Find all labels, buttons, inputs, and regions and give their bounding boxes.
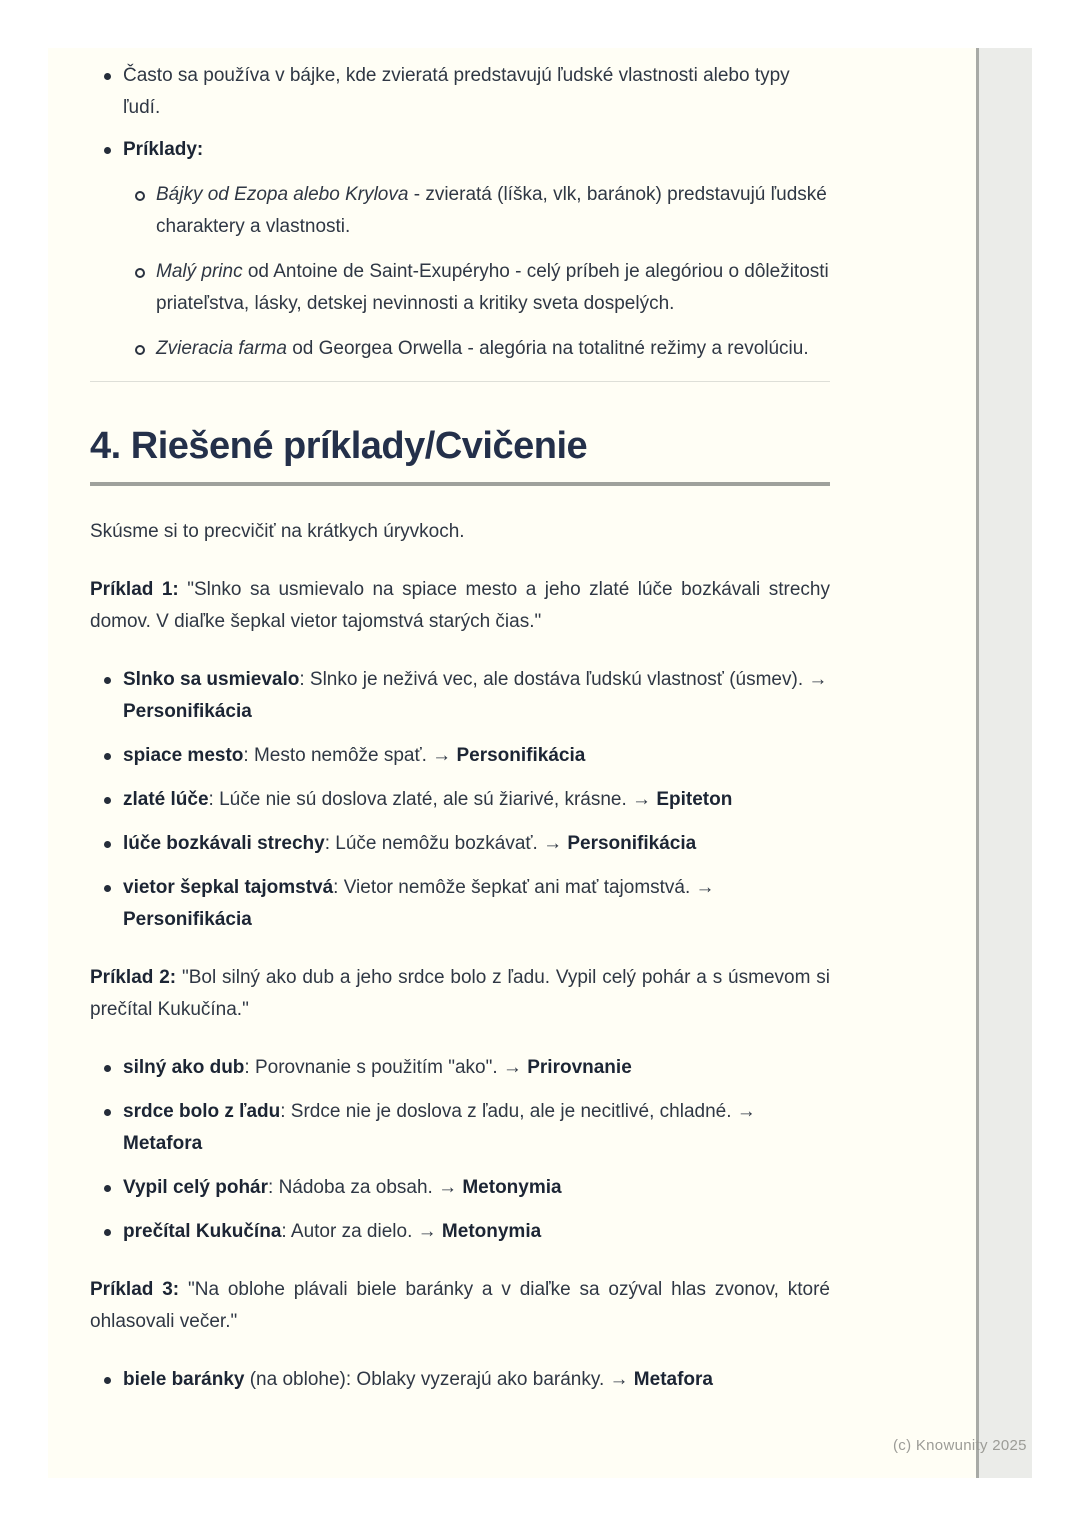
lead-paragraph: Skúsme si to precvičiť na krátkych úryvkoch.: [90, 521, 465, 542]
device-name: Prirovnanie: [527, 1057, 632, 1078]
bullet-text: od Georgea Orwella - alegória na totalitné režimy a revolúciu.: [286, 338, 809, 359]
bullet-text: - zvieratá (líška, vlk, baránok) predstavujú ľudské charaktery a vlastnosti.: [156, 184, 827, 237]
device-name: Metonymia: [441, 1221, 542, 1242]
device-name: Personifikácia: [567, 833, 697, 854]
term: silný ako dub: [123, 1057, 245, 1078]
heading-underline: [90, 482, 830, 486]
list-item: [90, 664, 830, 728]
term: Slnko sa usmievalo: [123, 669, 300, 690]
device-name: Metafora: [123, 1133, 203, 1154]
analysis-list: [90, 1364, 830, 1396]
list-item: [90, 60, 830, 124]
work-title: Zvieracia farma: [156, 338, 287, 359]
device-name: Personifikácia: [123, 701, 252, 722]
example-quote: "Na oblohe plávali biele baránky a v diaľke sa ozýval hlas zvonov, ktoré ohlasovali večer.": [90, 1279, 830, 1332]
term: lúče bozkávali strechy: [123, 833, 325, 854]
example-quote: "Bol silný ako dub a jeho srdce bolo z ľadu. Vypil celý pohár a s úsmevom si prečítal Kukučína.": [90, 967, 830, 1020]
list-item: [90, 740, 830, 772]
list-item: [90, 784, 830, 816]
document-page: [48, 48, 976, 1478]
term: srdce bolo z ľadu: [123, 1101, 281, 1122]
term: zlaté lúče: [123, 789, 209, 810]
explanation: : Slnko je neživá vec, ale dostáva ľudskú vlastnosť (úsmev). →: [299, 669, 828, 690]
explanation: : Autor za dielo. →: [281, 1221, 442, 1242]
example-label: Príklad 1:: [90, 579, 179, 600]
document-content: [90, 60, 830, 1408]
example-paragraph: [90, 1274, 830, 1338]
term: prečítal Kukučína: [123, 1221, 282, 1242]
list-item: [123, 333, 830, 365]
device-name: Epiteton: [656, 789, 733, 810]
device-name: Personifikácia: [123, 909, 252, 930]
work-title: Malý princ: [156, 261, 243, 282]
example-label: Príklad 2:: [90, 967, 177, 988]
list-item: [90, 134, 830, 365]
examples-sublist: [123, 179, 830, 365]
section-heading: 4. Riešené príklady/Cvičenie: [90, 425, 588, 467]
intro-bullet-list: [90, 60, 830, 365]
list-item: [90, 1216, 830, 1248]
list-item: [90, 1096, 830, 1160]
list-item: [90, 1172, 830, 1204]
watermark: (c) Knowunity 2025: [893, 1437, 1027, 1454]
bullet-text: od Antoine de Saint-Exupéryho - celý príbeh je alegóriou o dôležitosti priateľstva, lásky, detskej nevinnosti a kritiky sveta dospelých.: [156, 261, 829, 314]
analysis-list: [90, 1052, 830, 1248]
example-paragraph: [90, 962, 830, 1026]
explanation: : Porovnanie s použitím "ako". →: [244, 1057, 528, 1078]
explanation: : Vietor nemôže šepkať ani mať tajomstvá. →: [333, 877, 715, 898]
explanation: : Nádoba za obsah. →: [268, 1177, 463, 1198]
explanation: : Srdce nie je doslova z ľadu, ale je necitlivé, chladné. →: [280, 1101, 756, 1122]
list-item: [90, 872, 830, 936]
term: Vypil celý pohár: [123, 1177, 269, 1198]
list-item: [123, 179, 830, 243]
section-separator: [90, 381, 830, 382]
explanation: (na oblohe): Oblaky vyzerajú ako baránky. →: [244, 1369, 634, 1390]
device-name: Metonymia: [462, 1177, 562, 1198]
list-item: [90, 1052, 830, 1084]
scrollbar-track[interactable]: [976, 48, 1032, 1478]
list-item: [123, 256, 830, 320]
explanation: : Lúče nie sú doslova zlaté, ale sú žiarivé, krásne. →: [208, 789, 657, 810]
example-quote: "Slnko sa usmievalo na spiace mesto a jeho zlaté lúče bozkávali strechy domov. V diaľke šepkal vietor tajomstvá starých čias.": [90, 579, 830, 632]
example-label: Príklad 3:: [90, 1279, 180, 1300]
term: spiace mesto: [123, 745, 244, 766]
explanation: : Mesto nemôže spať. →: [243, 745, 457, 766]
bullet-label: Príklady:: [123, 139, 204, 160]
list-item: [90, 1364, 830, 1396]
term: biele baránky: [123, 1369, 245, 1390]
device-name: Metafora: [633, 1369, 713, 1390]
term: vietor šepkal tajomstvá: [123, 877, 334, 898]
example-paragraph: [90, 574, 830, 638]
bullet-text: Často sa používa v bájke, kde zvieratá predstavujú ľudské vlastnosti alebo typy ľudí.: [123, 65, 790, 118]
list-item: [90, 828, 830, 860]
work-title: Bájky od Ezopa alebo Krylova: [156, 184, 409, 205]
explanation: : Lúče nemôžu bozkávať. →: [324, 833, 568, 854]
analysis-list: [90, 664, 830, 936]
device-name: Personifikácia: [456, 745, 586, 766]
